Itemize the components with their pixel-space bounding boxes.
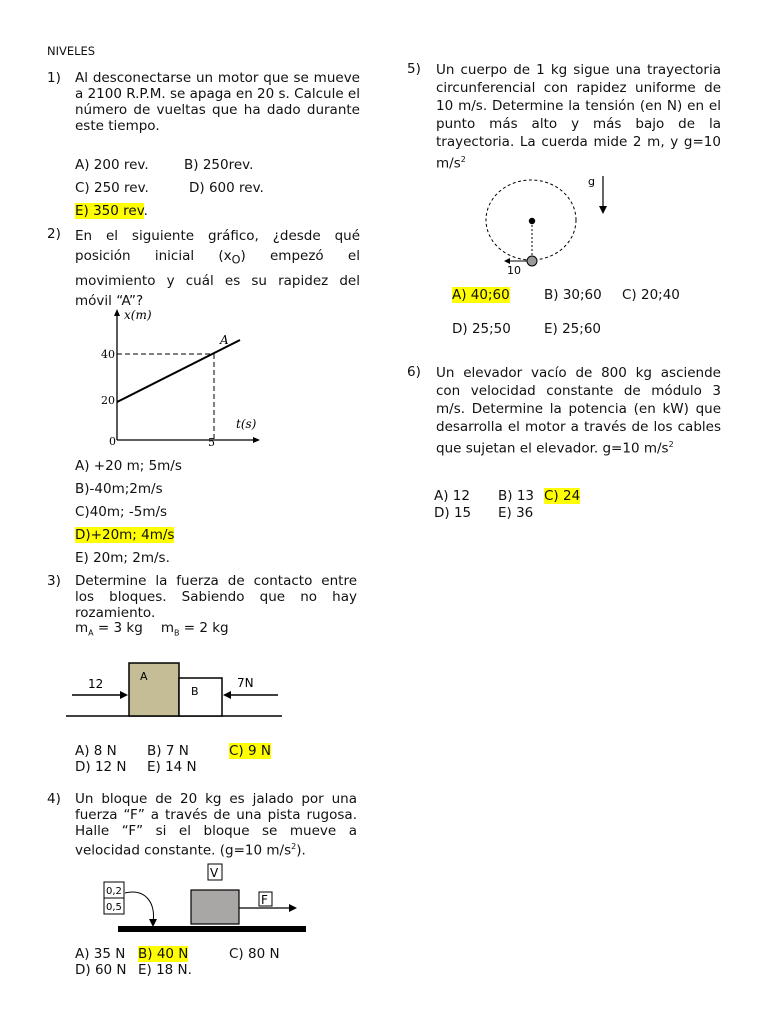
- q3-mass-a-symbol: m: [75, 620, 89, 636]
- q6-option-d: D) 15: [434, 505, 472, 521]
- q2-option-d: [75, 527, 174, 543]
- q4-block: [191, 890, 239, 924]
- q5-text: [436, 61, 721, 173]
- q6-option-c: [544, 488, 580, 504]
- q3-mass-a-subscript: A: [88, 628, 94, 638]
- q3-block-b-label: B: [191, 685, 199, 698]
- q6-number: 6): [407, 364, 421, 380]
- q3-text: Determine la fuerza de contacto entre los bloques. Sabiendo que no hay rozamiento.: [75, 573, 357, 621]
- q5-text-superscript: 2: [460, 155, 466, 164]
- q3-mass-b-value: = 2 kg: [179, 620, 229, 636]
- q4-rough-track: [118, 926, 306, 932]
- q2-graph-y-tick-20: 20: [101, 394, 115, 407]
- q2-graph-y-tick-40: 40: [101, 348, 115, 361]
- q1-option-e-period: .: [143, 203, 148, 219]
- q6-option-b: B) 13: [498, 488, 534, 504]
- q3-option-d: D) 12 N: [75, 759, 127, 775]
- q4-text-part2: ).: [296, 842, 306, 859]
- q2-number: 2): [47, 226, 61, 242]
- q2-graph-line-a: [117, 340, 240, 402]
- q6-text-superscript: 2: [668, 440, 674, 449]
- q3-mass-b-subscript: B: [173, 628, 180, 638]
- q4-friction-pointer-head: [149, 919, 157, 927]
- q3-number: 3): [47, 573, 61, 589]
- q4-velocity-label: V: [210, 866, 219, 880]
- q4-answer-highlight: B) 40 N: [138, 946, 189, 962]
- q4-option-a: A) 35 N: [75, 946, 126, 962]
- q4-text-superscript: 2: [291, 842, 297, 851]
- q5-gravity-label: g: [588, 175, 595, 188]
- q4-text: [75, 791, 357, 859]
- q4-option-b: [138, 946, 188, 962]
- q2-option-c: C)40m; -5m/s: [75, 504, 168, 520]
- q3-right-force-label: 7N: [237, 676, 254, 690]
- q5-option-e: E) 25;60: [544, 321, 601, 337]
- q4-option-d: D) 60 N: [75, 962, 127, 978]
- q4-number: 4): [47, 791, 61, 807]
- q6-answer-highlight: C) 24: [544, 488, 581, 504]
- q2-option-a: A) +20 m; 5m/s: [75, 458, 182, 474]
- q1-answer-highlight: E) 350 rev: [75, 203, 144, 219]
- q3-mass-b: [161, 620, 229, 636]
- q5-number: 5): [407, 61, 421, 77]
- q5-velocity-label: 10: [507, 264, 521, 277]
- q4-friction-static: 0,2: [106, 886, 122, 897]
- q3-mass-a-value: = 3 kg: [93, 620, 143, 636]
- q1-option-b: B) 250rev.: [184, 157, 254, 173]
- q2-answer-highlight: D)+20m; 4m/s: [75, 527, 175, 543]
- q2-text-subscript: O: [231, 253, 241, 267]
- q6-text-part1: Un elevador vacío de 800 kg asciende con velocidad constante de módulo 3 m/s. Determine la potencia (en kW) que desarrolla el motor a través de los cables que sujetan el elevador. g=10 m/s: [436, 365, 721, 457]
- q3-option-b: B) 7 N: [147, 743, 189, 759]
- q5-text-part1: Un cuerpo de 1 kg sigue una trayectoria circunferencial con rapidez uniforme de 10 m/s. Determine la tensión (en N) en el punto más alto y más bajo de la trayectoria. La cuerda mide 2 m, y g=10 m/s: [436, 62, 721, 172]
- q6-option-a: A) 12: [434, 488, 470, 504]
- q4-friction-pointer: [125, 892, 154, 922]
- q3-mass-b-symbol: m: [160, 620, 174, 636]
- q3-left-force-arrowhead: [120, 691, 128, 699]
- q5-option-c: C) 20;40: [622, 287, 680, 303]
- q1-text: Al desconectarse un motor que se mueve a 2100 R.P.M. se apaga en 20 s. Calcule el número de vueltas que ha dado durante este tiempo.: [75, 70, 360, 134]
- q1-option-d: D) 600 rev.: [189, 180, 264, 196]
- q2-graph-y-arrow: [114, 309, 120, 316]
- q2-option-e: E) 20m; 2m/s.: [75, 550, 170, 566]
- q2-graph-x-arrow: [253, 437, 260, 443]
- q4-friction-kinetic: 0,5: [106, 902, 122, 913]
- q5-answer-highlight: A) 40;60: [452, 287, 510, 303]
- q2-text: [75, 226, 360, 311]
- q5-option-a: [452, 287, 510, 303]
- q3-right-force-arrowhead: [223, 691, 231, 699]
- q5-gravity-arrowhead: [599, 206, 607, 214]
- q4-option-e: E) 18 N.: [138, 962, 192, 978]
- q2-graph-x-tick-5: 5: [208, 436, 215, 449]
- q5-option-d: D) 25;50: [452, 321, 511, 337]
- q2-graph-x-label: t(s): [236, 417, 257, 431]
- q2-graph-line-label: A: [220, 333, 229, 347]
- page-header: NIVELES: [47, 44, 96, 58]
- q3-masses: [75, 620, 229, 642]
- q3-block-a-label: A: [140, 670, 148, 683]
- q2-graph-y-label: x(m): [124, 308, 152, 322]
- q5-mass: [527, 256, 537, 266]
- q6-text: [436, 364, 721, 458]
- q1-option-e: [75, 203, 148, 219]
- q6-option-e: E) 36: [498, 505, 534, 521]
- q4-text-part1: Un bloque de 20 kg es jalado por una fuerza “F” a través de una pista rugosa. Halle “F” si el bloque se mueve a velocidad constante. (g=10 m/s: [75, 791, 357, 859]
- q3-option-a: A) 8 N: [75, 743, 117, 759]
- q3-option-c: [229, 743, 271, 759]
- q3-block-a: [129, 663, 179, 716]
- q3-block-b: [179, 678, 222, 716]
- q2-text-part2: ) empezó el movimiento y cuál es su rapidez del móvil “A”?: [75, 248, 360, 309]
- q3-answer-highlight: C) 9 N: [229, 743, 271, 759]
- q4-block-figure: [98, 860, 310, 936]
- q2-option-b: B)-40m;2m/s: [75, 481, 163, 497]
- q3-blocks-figure: [60, 655, 290, 725]
- q4-option-c: C) 80 N: [229, 946, 280, 962]
- q3-left-force-label: 12: [88, 677, 104, 691]
- q1-option-a: A) 200 rev.: [75, 157, 149, 173]
- q1-number: 1): [47, 70, 61, 86]
- q2-graph-x-tick-0: 0: [109, 435, 116, 448]
- q1-option-c: C) 250 rev.: [75, 180, 149, 196]
- q5-option-b: B) 30;60: [544, 287, 602, 303]
- q2-text-part1: En el siguiente gráfico, ¿desde qué posición inicial (x: [75, 228, 360, 264]
- q4-force-arrowhead: [289, 904, 297, 912]
- q3-mass-a: [75, 620, 143, 636]
- q4-force-label: F: [261, 893, 268, 907]
- q2-position-time-graph: [90, 300, 270, 455]
- q3-option-e: E) 14 N: [147, 759, 197, 775]
- q5-circular-motion-figure: [480, 172, 620, 282]
